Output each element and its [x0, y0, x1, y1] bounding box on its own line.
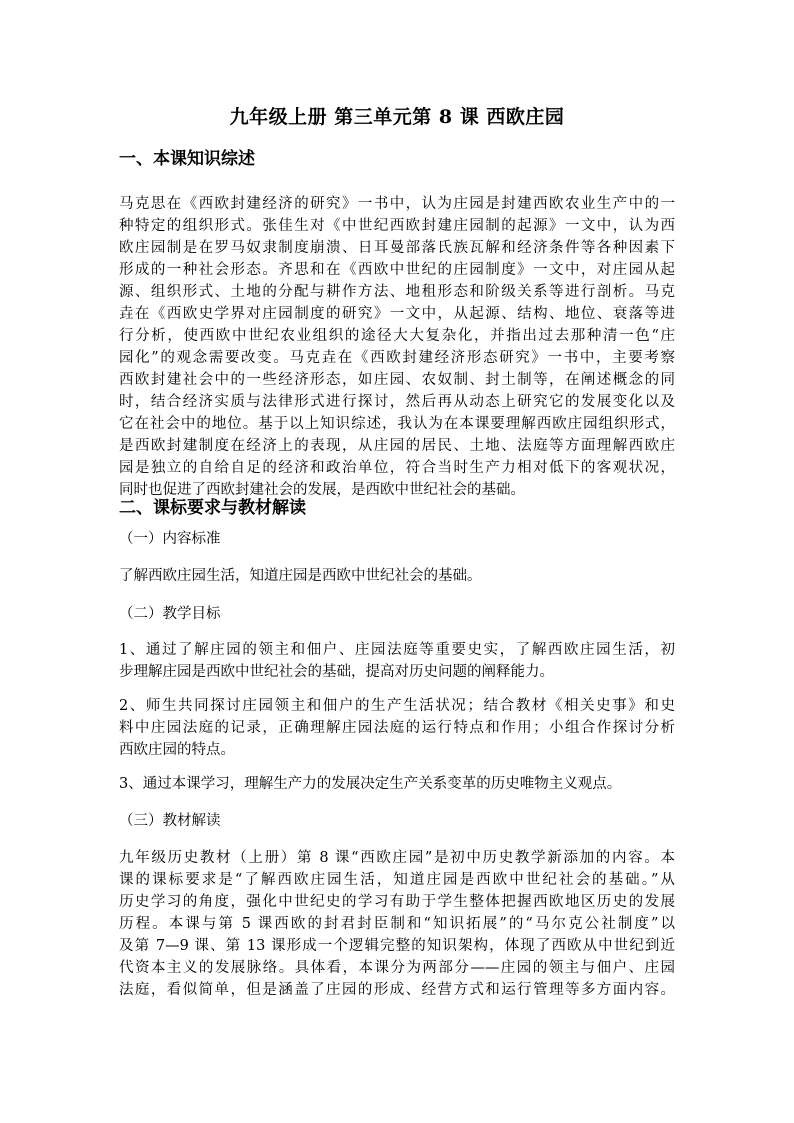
section-heading-curriculum: 二、课标要求与教材解读	[119, 498, 306, 518]
paragraph-line: 它在社会中的地位。基于以上知识综述，我认为在本课要理解西欧庄园组织形式，	[119, 416, 675, 432]
textbook-reading-paragraph	[119, 847, 675, 1001]
paragraph-line: 历史学习的角度，强化中世纪史的学习有助于学生整体把握西欧地区历史的发展	[119, 894, 675, 910]
paragraph-line: 西欧庄园的特点。	[119, 742, 235, 758]
paragraph-line: 历程。本课与第 5 课西欧的封君封臣制和“知识拓展”的“马尔克公社制度”以	[119, 916, 675, 932]
paragraph-line: 源、组织形式、土地的分配与耕作方法、地租形态和阶级关系等进行剖析。马克	[119, 284, 675, 300]
paragraph-line: 步理解庄园是西欧中世纪社会的基础，提高对历史问题的阐释能力。	[119, 664, 554, 680]
paragraph-line: 1、通过了解庄园的领主和佃户、庄园法庭等重要史实，了解西欧庄园生活，初	[119, 642, 675, 658]
paragraph-line: 垚在《西欧史学界对庄园制度的研究》一文中，从起源、结构、地位、衰落等进	[119, 306, 675, 322]
paragraph-line: 课的课标要求是“了解西欧庄园生活，知道庄园是西欧中世纪社会的基础。”从	[119, 872, 675, 888]
paragraph-line: 料中庄园法庭的记录，正确理解庄园法庭的运行特点和作用；小组合作探讨分析	[119, 720, 675, 736]
teaching-goal-2	[119, 695, 675, 761]
section-heading-overview: 一、本课知识综述	[119, 149, 255, 169]
paragraph-line: 了解西欧庄园生活，知道庄园是西欧中世纪社会的基础。	[119, 568, 482, 584]
paragraph-line: 同时也促进了西欧封建社会的发展，是西欧中世纪社会的基础。	[119, 482, 525, 498]
subheading-textbook-reading: （三）教材解读	[119, 813, 221, 829]
paragraph-line: 欧庄园制是在罗马奴隶制度崩溃、日耳曼部落氏族瓦解和经济条件等各种因素下	[119, 240, 675, 256]
paragraph-line: 园是独立的自给自足的经济和政治单位，符合当时生产力相对低下的客观状况，	[119, 460, 675, 476]
paragraph-line: 西欧封建社会中的一些经济形态，如庄园、农奴制、封土制等，在阐述概念的同	[119, 372, 675, 388]
paragraph-line: 时，结合经济实质与法律形式进行探讨，然后再从动态上研究它的发展变化以及	[119, 394, 675, 410]
overview-paragraph	[119, 193, 675, 501]
page-title: 九年级上册 第三单元第 8 课 西欧庄园	[229, 106, 565, 128]
teaching-goal-3	[119, 773, 675, 795]
paragraph-line: 园化”的观念需要改变。马克垚在《西欧封建经济形态研究》一书中，主要考察	[119, 350, 675, 366]
subheading-content-standard: （一）内容标准	[119, 531, 221, 547]
teaching-goal-1	[119, 639, 675, 683]
content-standard-paragraph	[119, 565, 675, 587]
paragraph-line: 行分析，使西欧中世纪农业组织的途径大大复杂化，并指出过去那种清一色“庄	[119, 328, 675, 344]
paragraph-line: 3、通过本课学习，理解生产力的发展决定生产关系变革的历史唯物主义观点。	[119, 776, 622, 792]
paragraph-line: 2、师生共同探讨庄园领主和佃户的生产生活状况；结合教材《相关史事》和史	[119, 698, 675, 714]
paragraph-line: 代资本主义的发展脉络。具体看，本课分为两部分——庄园的领主与佃户、庄园	[119, 960, 675, 976]
paragraph-line: 及第 7—9 课、第 13 课形成一个逻辑完整的知识架构，体现了西欧从中世纪到近	[119, 938, 675, 954]
paragraph-line: 马克思在《西欧封建经济的研究》一书中，认为庄园是封建西欧农业生产中的一	[119, 196, 675, 212]
paragraph-line: 种特定的组织形式。张佳生对《中世纪西欧封建庄园制的起源》一文中，认为西	[119, 218, 675, 234]
paragraph-line: 九年级历史教材（上册）第 8 课“西欧庄园”是初中历史教学新添加的内容。本	[119, 850, 675, 866]
paragraph-line: 法庭，看似简单，但是涵盖了庄园的形成、经营方式和运行管理等多方面内容。	[119, 982, 675, 998]
subheading-teaching-goals: （二）教学目标	[119, 606, 221, 622]
paragraph-line: 形成的一种社会形态。齐思和在《西欧中世纪的庄园制度》一文中，对庄园从起	[119, 262, 675, 278]
paragraph-line: 是西欧封建制度在经济上的表现，从庄园的居民、土地、法庭等方面理解西欧庄	[119, 438, 675, 454]
